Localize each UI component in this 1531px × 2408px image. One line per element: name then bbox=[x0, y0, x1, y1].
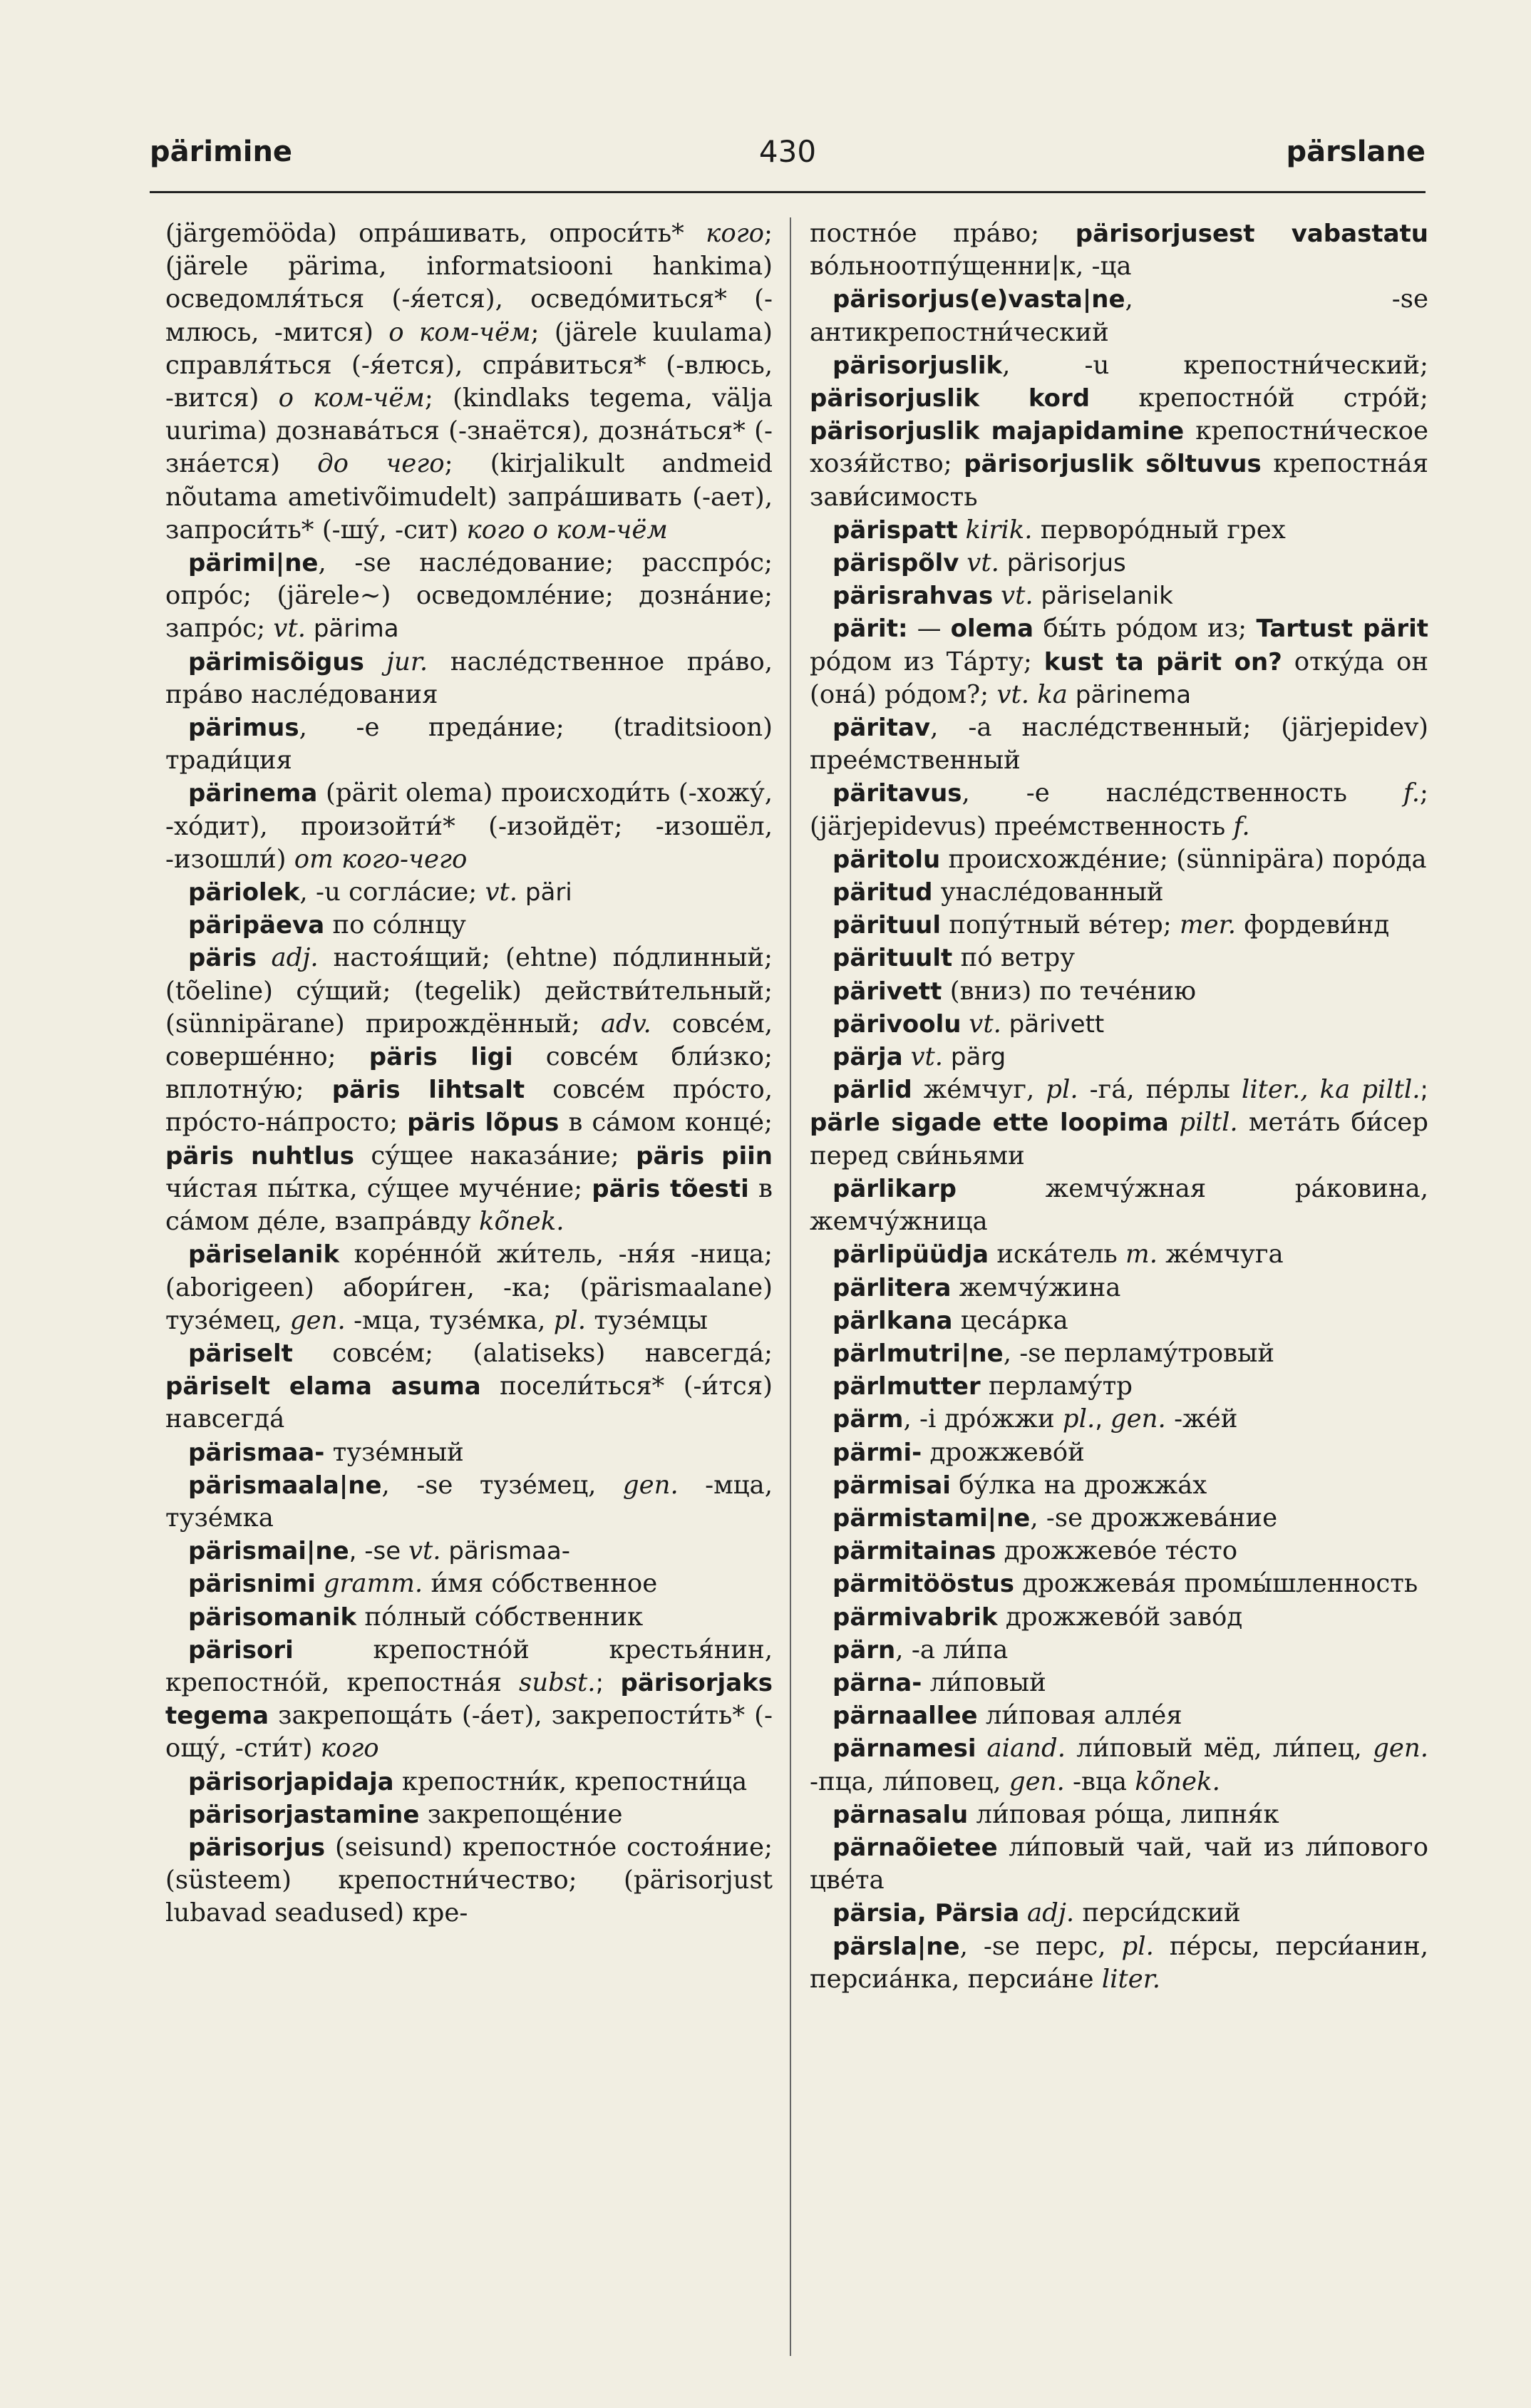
headword: pärispatt bbox=[832, 515, 958, 545]
dictionary-entry bbox=[810, 349, 1428, 514]
entry-text: бы́ть ро́дом из; bbox=[1033, 614, 1257, 644]
headword: pärnasalu bbox=[832, 1800, 969, 1829]
bold-phrase: päris lihtsalt bbox=[331, 1076, 525, 1105]
headword: päriselt bbox=[188, 1339, 293, 1368]
headword: pärisorjastamine bbox=[188, 1800, 420, 1829]
entry-text: , -se bbox=[349, 1537, 408, 1566]
italic-label: m. bbox=[1125, 1240, 1158, 1270]
entry-text: (вниз) по течéнию bbox=[942, 976, 1197, 1006]
entry-text: и́мя со́бственное bbox=[423, 1569, 658, 1599]
entry-text: ли́повая ро́ща, липня́к bbox=[968, 1799, 1279, 1829]
italic-label: f. bbox=[1233, 811, 1250, 841]
dictionary-entry bbox=[165, 1831, 773, 1930]
dictionary-entry bbox=[810, 909, 1428, 942]
entry-text: ли́повая аллéя bbox=[977, 1701, 1182, 1731]
entry-text: ; bbox=[1420, 1076, 1429, 1105]
entry-text: закрепощéние bbox=[419, 1799, 623, 1829]
entry-text: по со́лнцу bbox=[324, 910, 466, 940]
headword: pärisomanik bbox=[188, 1602, 357, 1632]
dictionary-entry bbox=[810, 711, 1428, 777]
entry-text: постно́е прáво; bbox=[810, 219, 1076, 248]
headword: pärivett bbox=[832, 977, 942, 1006]
dictionary-entry bbox=[810, 843, 1428, 876]
headword: päriolek bbox=[188, 878, 300, 907]
dictionary-entry bbox=[810, 612, 1428, 711]
dictionary-entry bbox=[165, 1601, 773, 1634]
entry-text: дрожжево́й bbox=[922, 1437, 1085, 1467]
entry-text: , -i дро́жжи bbox=[903, 1404, 1063, 1434]
entry-text: настоя́щий; (ehtne) по́длинный; (tõeline) су́щий; (tegelik) действи́тельный; (sünnipärane) прирождённый; bbox=[165, 943, 773, 1039]
dictionary-entry bbox=[810, 942, 1428, 974]
headword: pärmitainas bbox=[832, 1537, 996, 1566]
entry-text: пéрсы, перси́анин, персиáнка, персиáне bbox=[810, 1931, 1428, 1994]
entry-text: , -e наслéдственность bbox=[962, 778, 1403, 808]
headword: pärisorjus(e)vasta|ne bbox=[832, 285, 1125, 314]
headword: päritavus bbox=[832, 779, 962, 808]
entry-text: , -se перламу́тровый bbox=[1003, 1338, 1275, 1368]
entry-text: посели́ться* (-и́тся) навсегдá bbox=[165, 1372, 773, 1434]
headword: pärmi- bbox=[832, 1438, 922, 1467]
headword: pärlipüüdja bbox=[832, 1240, 989, 1270]
entry-text: совсéм; (alatiseks) навсегдá; bbox=[292, 1338, 773, 1368]
entry-text: ли́повый чай, чай из ли́пового цвéта bbox=[810, 1832, 1428, 1895]
entry-text: (pärit olema) происходи́ть (-хожу́, -хо́дит), произойти́* (-изойдёт; -изошёл, -изошли́) bbox=[165, 778, 773, 874]
dictionary-entry bbox=[810, 876, 1428, 909]
entry-text: чи́стая пы́тка, су́щее мучéние; bbox=[165, 1173, 592, 1203]
headword: pärisorjus bbox=[188, 1833, 326, 1862]
entry-text: ; (kindlaks tegema, välja uurima) дознавáться (-знаётся), дознáться* (-знáется) bbox=[165, 384, 773, 479]
headword: pärituul bbox=[832, 911, 942, 940]
entry-text: совсéм бли́зко; вплотну́ю; bbox=[165, 1042, 773, 1105]
italic-label: subst. bbox=[519, 1667, 596, 1697]
entry-text: крепостно́й крестья́нин, крепостно́й, крепостнáя bbox=[165, 1635, 773, 1697]
entry-text: цесáрка bbox=[952, 1305, 1068, 1335]
headword: päris bbox=[188, 944, 257, 973]
dictionary-entry bbox=[165, 1436, 773, 1469]
dictionary-entry bbox=[810, 1238, 1428, 1271]
dictionary-entry bbox=[810, 1699, 1428, 1732]
entry-text: -гá, пéрлы bbox=[1078, 1075, 1242, 1105]
entry-text: в сáмом дéле, взапрáвду bbox=[165, 1173, 773, 1237]
entry-text: наслéдственное прáво, прáво наслéдования bbox=[165, 647, 773, 709]
entry-text: перламу́тр bbox=[980, 1372, 1133, 1401]
dictionary-entry bbox=[810, 1732, 1428, 1798]
headword: pärisorjuslik bbox=[832, 351, 1003, 380]
italic-label: кого bbox=[320, 1734, 379, 1764]
entry-text: , -se перс, bbox=[959, 1931, 1122, 1961]
italic-label: vt. bbox=[910, 1042, 944, 1072]
headword: pärisorjapidaja bbox=[188, 1767, 394, 1796]
headword: pärisnimi bbox=[188, 1570, 316, 1599]
entry-text: (seisund) крепостно́е состоя́ние; (süsteem) крепостни́чество; (pärisorjust lubavad seadused) кре- bbox=[165, 1832, 773, 1928]
entry-text: фордеви́нд bbox=[1236, 910, 1390, 940]
entry-text bbox=[993, 582, 1001, 610]
italic-label: vt. bbox=[273, 614, 306, 644]
headword: pärsia, Pärsia bbox=[832, 1899, 1020, 1928]
italic-label: gramm. bbox=[323, 1569, 423, 1599]
headword: pärisori bbox=[188, 1635, 294, 1664]
entry-text: ли́повый bbox=[922, 1667, 1046, 1697]
entry-text: ро́дом из Тáрту; bbox=[810, 647, 1044, 676]
entry-text: pärisorjus bbox=[999, 549, 1126, 578]
dictionary-entry bbox=[810, 1568, 1428, 1600]
entry-text: ; (järele kuulama) справля́ться (-я́ется), спрáвиться* (-влюсь, -вится) bbox=[165, 317, 773, 413]
headword: pärispõlv bbox=[832, 549, 959, 578]
entry-text: pärismaa- bbox=[440, 1537, 571, 1566]
entry-text: -пца, ли́повец, bbox=[810, 1766, 1009, 1796]
dictionary-entry bbox=[810, 1535, 1428, 1568]
bold-phrase: päris ligi bbox=[368, 1043, 513, 1072]
dictionary-entry bbox=[810, 283, 1428, 349]
bold-phrase: olema bbox=[950, 614, 1034, 644]
entry-text: крепостни́к, крепостни́ца bbox=[393, 1766, 748, 1796]
dictionary-entry bbox=[810, 1272, 1428, 1305]
dictionary-entry bbox=[810, 1930, 1428, 1996]
entry-text bbox=[1019, 1899, 1027, 1928]
header-rule bbox=[150, 191, 1426, 193]
italic-label: pl. bbox=[1062, 1404, 1096, 1434]
dictionary-entry bbox=[165, 1799, 773, 1831]
italic-label: vt. bbox=[408, 1536, 441, 1566]
italic-label: vt. bbox=[966, 548, 999, 578]
headword: päritolu bbox=[832, 845, 941, 874]
entry-text: pärinema bbox=[1067, 680, 1192, 709]
headword: pärismaala|ne bbox=[188, 1471, 382, 1500]
italic-label: kirik. bbox=[965, 515, 1033, 545]
headword: pärnaõietee bbox=[832, 1833, 998, 1862]
entry-text: — bbox=[907, 614, 951, 644]
italic-label: adj. bbox=[1027, 1898, 1075, 1928]
headword: päritud bbox=[832, 878, 933, 907]
entry-text: тузéмный bbox=[324, 1437, 464, 1467]
entry-text: в сáмом концé; bbox=[559, 1108, 773, 1138]
italic-label: о ком-чём bbox=[278, 384, 425, 413]
headword: pärlikarp bbox=[832, 1174, 957, 1203]
entry-text: откýда он (онá) ро́дом?; bbox=[810, 647, 1428, 709]
entry-text: жемчу́жная рáковина, жемчу́жница bbox=[810, 1173, 1428, 1237]
entry-text: унаслéдованный bbox=[932, 878, 1164, 907]
headword: pärn bbox=[832, 1635, 896, 1664]
italic-label: f. bbox=[1403, 778, 1421, 808]
dictionary-entry bbox=[165, 1337, 773, 1436]
dictionary-entry bbox=[165, 646, 773, 711]
dictionary-entry bbox=[810, 777, 1428, 843]
dictionary-entry bbox=[165, 909, 773, 942]
entry-text: , -e предáние; (traditsioon) тради́ция bbox=[165, 713, 773, 776]
bold-phrase: Tartust pärit bbox=[1256, 614, 1428, 644]
dictionary-entry bbox=[810, 1831, 1428, 1897]
entry-text: закрепощáть (-áет), закрепости́ть* (-ощу́, -сти́т) bbox=[165, 1701, 773, 1764]
headword: pärna- bbox=[832, 1668, 922, 1697]
italic-label: gen. bbox=[1373, 1734, 1429, 1764]
italic-label: кого bbox=[706, 219, 765, 248]
italic-label: aiand. bbox=[986, 1734, 1066, 1764]
dictionary-entry bbox=[165, 1568, 773, 1600]
entry-text bbox=[976, 1734, 987, 1763]
italic-label: vt. ka bbox=[996, 679, 1068, 709]
entry-continuation bbox=[810, 217, 1428, 283]
bold-phrase: päris piin bbox=[636, 1141, 773, 1170]
entry-text bbox=[903, 1043, 911, 1071]
entry-text bbox=[958, 516, 966, 545]
headword: pärmisai bbox=[832, 1471, 951, 1500]
entry-text: , -se наслéдование; расспро́с; опро́с; (järele~) осведомлéние; дознáние; запро́с; bbox=[165, 548, 773, 644]
dictionary-entry bbox=[165, 942, 773, 1238]
dictionary-entry bbox=[165, 1634, 773, 1766]
entry-text: жемчу́жина bbox=[951, 1272, 1121, 1302]
headword: pärivoolu bbox=[832, 1009, 962, 1039]
headword: päripäeva bbox=[188, 911, 325, 940]
bold-phrase: kust ta pärit on? bbox=[1043, 647, 1282, 676]
italic-label: pl. bbox=[1046, 1075, 1078, 1105]
headword: pärlmutri|ne bbox=[832, 1339, 1004, 1368]
entry-text: совсéм про́сто, про́сто-нáпросто; bbox=[165, 1075, 773, 1138]
entry-text: происхождéние; (sünnipära) поро́да bbox=[940, 844, 1427, 874]
right-column bbox=[810, 217, 1428, 1996]
entry-text: крепостни́ческое хозя́йство; bbox=[810, 416, 1428, 479]
entry-text: -жéй bbox=[1165, 1404, 1238, 1434]
headword: pärlmutter bbox=[832, 1372, 981, 1401]
headword: päriselanik bbox=[188, 1240, 340, 1270]
entry-text: -вца bbox=[1064, 1766, 1135, 1796]
bold-phrase: pärisorjaks tegema bbox=[165, 1668, 773, 1731]
italic-label: kõnek. bbox=[1135, 1766, 1220, 1796]
entry-text: ; (järjepidevus) преéмственность bbox=[810, 778, 1428, 841]
dictionary-entry bbox=[810, 1305, 1428, 1337]
dictionary-entry bbox=[810, 975, 1428, 1008]
headword: pärm bbox=[832, 1405, 904, 1434]
entry-text: по́лный со́бственник bbox=[356, 1602, 644, 1632]
entry-text: ли́повый мёд, ли́пец, bbox=[1065, 1734, 1373, 1764]
entry-text: совсéм, совершéнно; bbox=[165, 1009, 773, 1072]
dictionary-entry bbox=[810, 1041, 1428, 1074]
dictionary-entry bbox=[810, 1634, 1428, 1667]
italic-label: liter. bbox=[1101, 1964, 1161, 1994]
entry-text: дрожжево́й заво́д bbox=[997, 1602, 1243, 1632]
dictionary-entry bbox=[810, 1403, 1428, 1436]
dictionary-entry bbox=[810, 1667, 1428, 1699]
italic-label: gen. bbox=[622, 1470, 679, 1500]
entry-text: , bbox=[1095, 1405, 1110, 1434]
dictionary-entry bbox=[810, 580, 1428, 612]
entry-text: дрожжевáя промы́шленность bbox=[1014, 1569, 1418, 1599]
header-first-word: pärimine bbox=[150, 135, 293, 168]
dictionary-entry bbox=[810, 1601, 1428, 1634]
entry-text bbox=[364, 648, 386, 676]
bold-phrase: pärisorjusest vabastatu bbox=[1075, 220, 1428, 248]
dictionary-entry bbox=[810, 547, 1428, 580]
bold-phrase: pärisorjuslik kord bbox=[810, 384, 1091, 413]
entry-text: , -u соглáсие; bbox=[299, 878, 485, 907]
entry-text: жéмчуг, bbox=[912, 1075, 1046, 1105]
entry-text: метáть би́сер перед сви́ньями bbox=[810, 1108, 1429, 1170]
dictionary-entry bbox=[810, 1502, 1428, 1535]
italic-label: adj. bbox=[271, 943, 319, 973]
dictionary-entry bbox=[810, 1173, 1428, 1238]
bold-phrase: pärisorjuslik majapidamine bbox=[810, 417, 1185, 446]
bold-phrase: pärisorjuslik sõltuvus bbox=[964, 450, 1262, 479]
entry-text: по́ ветру bbox=[952, 943, 1076, 973]
headword: pärismaa- bbox=[188, 1438, 325, 1467]
entry-text bbox=[959, 549, 966, 577]
entry-text: pärivett bbox=[1001, 1009, 1105, 1039]
dictionary-entry bbox=[165, 1469, 773, 1535]
entry-text: корéнно́й жи́тель, -ня́я -ница; (aborigeen) абори́ген, -ка; (pärismaalane) тузéмец, bbox=[165, 1240, 773, 1335]
entry-text: päriselanik bbox=[1033, 582, 1173, 611]
italic-label: pl. bbox=[553, 1305, 587, 1335]
entry-text: жéмчуга bbox=[1158, 1240, 1284, 1270]
bold-phrase: päris tõesti bbox=[592, 1174, 749, 1203]
headword: pärmivabrik bbox=[832, 1602, 998, 1632]
entry-text bbox=[316, 1570, 324, 1598]
dictionary-entry bbox=[165, 711, 773, 777]
headword: pärmitööstus bbox=[832, 1570, 1015, 1599]
italic-label: piltl. bbox=[1179, 1108, 1238, 1138]
italic-label: kõnek. bbox=[479, 1207, 565, 1237]
headword: pärimi|ne bbox=[188, 549, 319, 578]
page-number: 430 bbox=[758, 134, 817, 169]
dictionary-entry bbox=[810, 1469, 1428, 1502]
entry-text: , -se антикрепостни́ческий bbox=[810, 284, 1428, 347]
headword: pärnaallee bbox=[832, 1702, 978, 1731]
italic-label: от кого-чего bbox=[294, 844, 468, 874]
italic-label: jur. bbox=[386, 647, 428, 676]
headword: pärismai|ne bbox=[188, 1537, 349, 1566]
column-divider bbox=[790, 217, 791, 2356]
headword: pärimus bbox=[188, 714, 299, 743]
dictionary-entry bbox=[810, 1436, 1428, 1469]
dictionary-entry bbox=[810, 1074, 1428, 1173]
italic-label: до чего bbox=[317, 449, 445, 479]
headword: pärsla|ne bbox=[832, 1932, 960, 1961]
entry-text: дрожжево́е тéсто bbox=[996, 1536, 1238, 1566]
entry-text: pärima bbox=[306, 614, 399, 644]
italic-label: gen. bbox=[1110, 1404, 1166, 1434]
italic-label: liter., ka piltl. bbox=[1241, 1075, 1421, 1105]
dictionary-entry bbox=[810, 1799, 1428, 1831]
header-last-word: pärslane bbox=[1286, 135, 1426, 168]
entry-text: крепостнáя зави́симость bbox=[810, 449, 1428, 512]
italic-label: mer. bbox=[1180, 910, 1237, 940]
dictionary-entry bbox=[165, 777, 773, 876]
entry-text: , -a ли́па bbox=[895, 1635, 1009, 1664]
dictionary-entry bbox=[810, 1897, 1428, 1930]
dictionary-entry bbox=[165, 1238, 773, 1337]
dictionary-entry bbox=[810, 1337, 1428, 1370]
entry-text: первоpо́дный грех bbox=[1032, 515, 1286, 545]
headword: päritav bbox=[832, 714, 931, 743]
headword: pärituult bbox=[832, 944, 953, 973]
italic-label: кого о ком-чём bbox=[466, 515, 668, 545]
headword: pärlitera bbox=[832, 1273, 952, 1302]
entry-text: во́льноотпу́щенни|к, -ца bbox=[810, 252, 1132, 282]
italic-label: о ком-чём bbox=[388, 317, 531, 347]
dictionary-entry bbox=[165, 1535, 773, 1568]
entry-text: ; (järele pärima, informatsiooni hankima) осведомля́ться (-я́ется), осведо́миться* (-млюсь, -мится) bbox=[165, 219, 773, 347]
entry-text: -мца, тузéмка bbox=[165, 1470, 773, 1533]
headword: pärit: bbox=[832, 614, 908, 644]
entry-text: перси́дский bbox=[1074, 1898, 1241, 1928]
italic-label: gen. bbox=[1009, 1766, 1065, 1796]
dictionary-entry bbox=[810, 514, 1428, 547]
dictionary-entry bbox=[810, 1008, 1428, 1041]
headword: pärnamesi bbox=[832, 1734, 976, 1764]
entry-text: päri bbox=[517, 878, 572, 907]
page-header bbox=[150, 135, 1426, 178]
headword: pärlkana bbox=[832, 1306, 953, 1335]
entry-text: , -a наслéдственный; (järjepidev) преéмственный bbox=[810, 713, 1428, 776]
bold-phrase: päris nuhtlus bbox=[165, 1141, 354, 1170]
bold-phrase: päris lõpus bbox=[407, 1108, 560, 1138]
entry-text: искáтель bbox=[989, 1240, 1126, 1270]
italic-label: vt. bbox=[1001, 581, 1033, 611]
left-column bbox=[165, 217, 773, 1930]
entry-text bbox=[257, 944, 272, 972]
entry-text: (järgemööda) опрáшивать, опроси́ть* bbox=[165, 219, 706, 248]
dictionary-entry bbox=[165, 1766, 773, 1799]
headword: pärlid bbox=[832, 1076, 912, 1105]
italic-label: vt. bbox=[485, 878, 518, 907]
entry-text: pärg bbox=[943, 1043, 1006, 1072]
entry-text bbox=[961, 1010, 969, 1039]
entry-text bbox=[1169, 1108, 1180, 1137]
italic-label: pl. bbox=[1121, 1931, 1154, 1961]
entry-text: тузéмцы bbox=[586, 1305, 708, 1335]
headword: pärmistami|ne bbox=[832, 1503, 1031, 1533]
bold-phrase: päriselt elama asuma bbox=[165, 1372, 481, 1401]
headword: pärja bbox=[832, 1043, 903, 1072]
entry-text: -мца, тузéмка, bbox=[345, 1305, 554, 1335]
entry-text: крепостно́й стро́й; bbox=[1090, 384, 1428, 413]
entry-text: , -se тузéмец, bbox=[381, 1470, 623, 1500]
italic-label: adv. bbox=[600, 1009, 651, 1039]
entry-text: бу́лка на дрожжáх bbox=[950, 1470, 1207, 1500]
dictionary-entry bbox=[165, 876, 773, 909]
entry-text: , -se дрожжевáние bbox=[1030, 1503, 1278, 1533]
dictionary-entry bbox=[165, 547, 773, 646]
italic-label: vt. bbox=[969, 1009, 1001, 1039]
entry-text: су́щее наказáние; bbox=[354, 1141, 636, 1170]
headword: pärinema bbox=[188, 779, 318, 808]
entry-text: , -u крепостни́ческий; bbox=[1002, 350, 1428, 380]
headword: pärisrahvas bbox=[832, 582, 994, 611]
entry-text: ; (kirjalikult andmeid nõutama ametivõimudelt) запрáшивать (-ает), запроси́ть* (-шу́, -сит) bbox=[165, 449, 773, 545]
italic-label: gen. bbox=[289, 1305, 346, 1335]
entry-text: ; bbox=[595, 1668, 621, 1697]
entry-continuation bbox=[165, 217, 773, 547]
entry-text: попу́тный вéтер; bbox=[941, 910, 1180, 940]
bold-phrase: pärle sigade ette loopima bbox=[810, 1108, 1169, 1138]
headword: pärimisõigus bbox=[188, 647, 364, 676]
dictionary-entry bbox=[810, 1370, 1428, 1403]
